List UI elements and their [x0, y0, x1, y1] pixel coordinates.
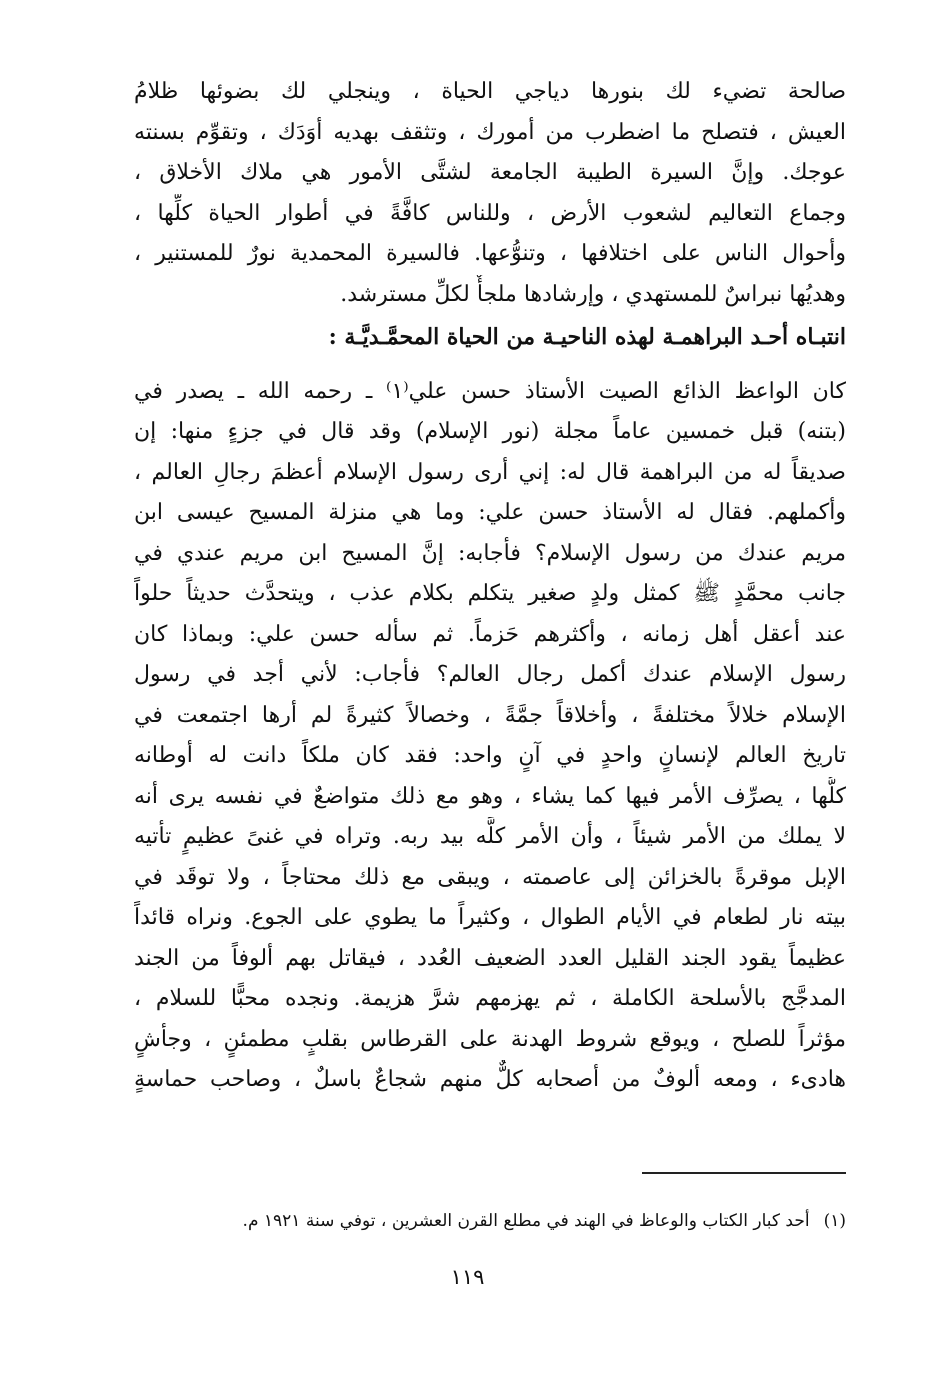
text-line: وهديُها نبراسٌ للمستهدي ، وإرشادها ملجأٌ لكلِّ مسترشد. [340, 281, 846, 307]
text-line: كلُّها ، يصرِّف الأمر فيها كما يشاء ، وهو مع ذلك متواضعٌ في نفسه يرى أنه [134, 783, 846, 809]
text-line: وأكملهم. فقال له الأستاذ حسن علي: وما هي منزلة المسيح عيسى ابن [134, 500, 846, 525]
text-line: وجماع التعاليم لشعوب الأرض ، وللناس كافَّةً في أطوار الحياة كلِّها ، [134, 200, 846, 226]
text-line: مريم عندك من رسول الإسلام؟ فأجابه: إنَّ المسيح ابن مريم عندي في [134, 540, 846, 566]
text-line: العيش ، فتصلح ما اضطرب من أمورك ، وتثقف بهديه أوَدَك ، وتقوِّم بسنته [134, 119, 846, 145]
text-line: صالحة تضيء لك بنورها دياجي الحياة ، وينجلي لك بضوئها ظلامُ [134, 79, 846, 104]
footnote-divider [642, 1172, 846, 1174]
text-line: بيته نار لطعام في الأيام الطوال ، وكثيراً ما يطوي على الجوع. ونراه قائداً [134, 905, 846, 930]
text-line: الإسلام خلالاً مختلفةً ، وأخلاقاً جمَّةً ، وخصالاً كثيرةً لم أرها اجتمعت في [134, 702, 846, 728]
text-line: جانب محمَّدٍ ﷺ كمثل ولدٍ صغير يتكلم بكلام عذب ، ويتحدَّث حديثاً حلواً [134, 581, 846, 606]
footnote-number: (١) [823, 1211, 846, 1231]
text-line: مؤثراً للصلح ، ويوقع شروط الهدنة على القرطاس بقلبٍ مطمئنٍ ، وجأشٍ [134, 1026, 846, 1052]
text-line: رسول الإسلام عندك أكمل رجال العالم؟ فأجاب: لأني أجد في رسول [134, 662, 846, 687]
text-line: المدجَّج بالأسلحة الكاملة ، ثم يهزمهم شرَّ هزيمة. ونجده محبًّا للسلام ، [134, 986, 846, 1011]
text-line: الإبل موقرةً بالخزائن إلى عاصمته ، ويبقى مع ذلك محتاجاً ، ولا توقَد في [134, 864, 846, 890]
paragraph-1 [134, 72, 846, 315]
text-line: عظيماً يقود الجند القليل العدد الضعيف العُدد ، فيقاتل بهم ألوفاً من الجند [134, 945, 846, 971]
paragraph-2 [134, 372, 846, 1101]
footnote-text: أحد كبار الكتاب والوعاظ في الهند في مطلع القرن العشرين ، توفي سنة ١٩٢١ م. [242, 1211, 810, 1231]
text-line: عوجك. وإنَّ السيرة الطيبة الجامعة لشتَّى الأمور هي ملاك الأخلاق ، [134, 160, 846, 185]
page-number: ١١٩ [450, 1265, 485, 1289]
section-heading: انتبـاه أحـد البراهمـة لهذه الناحيـة من الحياة المحمَّـديَّـة : [328, 324, 846, 350]
text-line: تاريخ العالم لإنسانٍ واحدٍ في آنٍ واحد: فقد كان ملكاً دانت له أوطانه [134, 743, 846, 768]
footnote [243, 1208, 846, 1234]
text-line: وأحوال الناس على اختلافها ، وتنوُّعها. فالسيرة المحمدية نورٌ للمستنير ، [134, 241, 846, 266]
text-line: هادىء ، ومعه ألوفٌ من أصحابه كلٌّ منهم شجاعٌ باسلٌ ، وصاحب حماسةٍ [134, 1067, 846, 1092]
text-line: صديقاً له من البراهمة قال له: إني أرى رسول الإسلام أعظمَ رجالِ العالم ، [134, 459, 846, 485]
text-line: عند أعقل أهل زمانه ، وأكثرهم حَزماً. ثم سأله حسن علي: وبماذا كان [134, 621, 846, 647]
page-body [134, 72, 846, 1101]
text-line: لا يملك من الأمر شيئاً ، وأن الأمر كلَّه بيد ربه. وتراه في غنىً عظيمٍ تأتيه [134, 824, 846, 849]
text-line: (بتنه) قبل خمسين عاماً مجلة (نور الإسلام) وقد قال في جزءٍ منها: إن [134, 419, 846, 444]
text-line: كان الواعظ الذائع الصيت الأستاذ حسن علي⁽١⁾ ـ رحمه الله ـ يصدر في [134, 378, 846, 404]
